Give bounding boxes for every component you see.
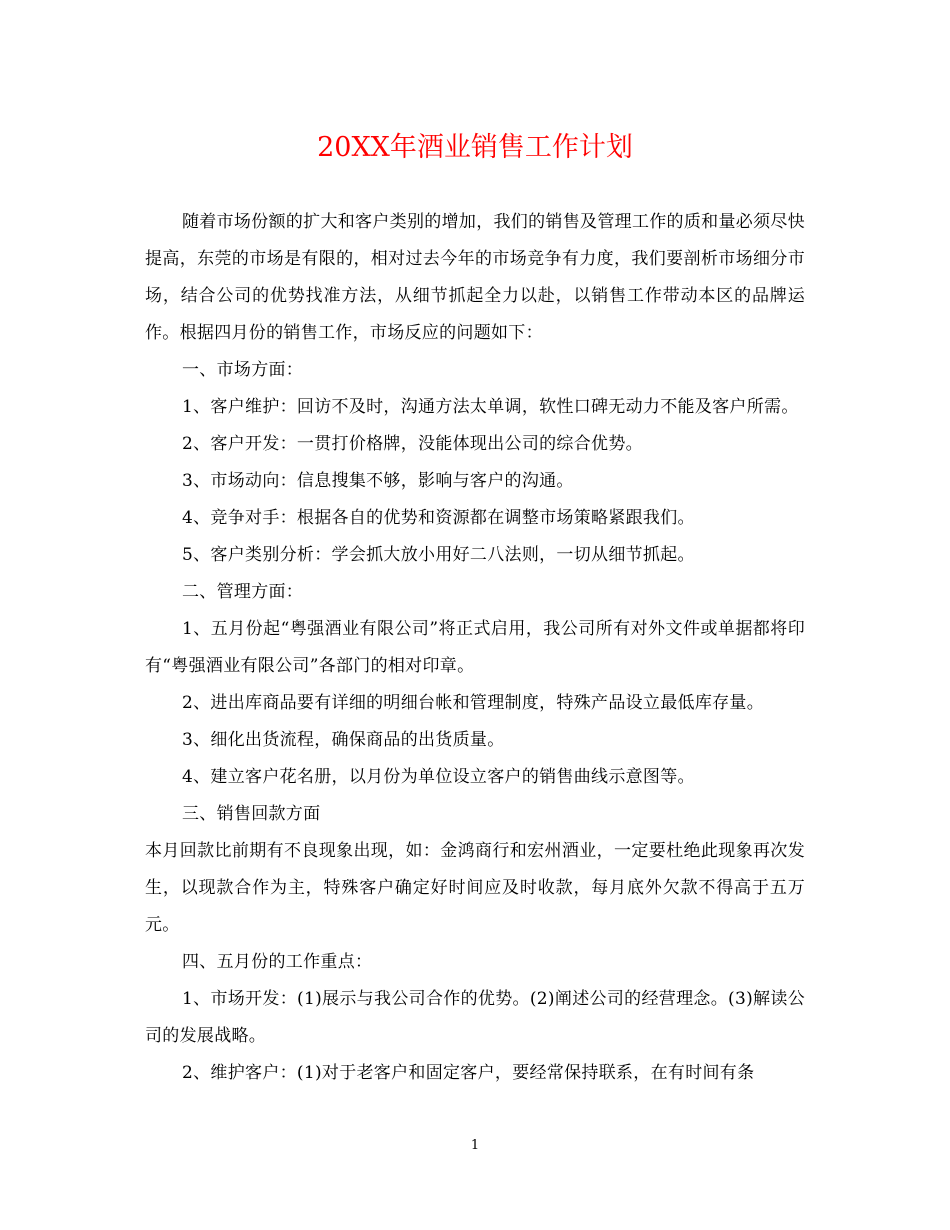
- section-heading-market: 一、市场方面：: [182, 360, 304, 380]
- market-item-1: 1、客户维护：回访不及时，沟通方法太单调，软性口碑无动力不能及客户所需。: [182, 397, 799, 417]
- document-body: [145, 204, 805, 1092]
- management-item-3: 3、细化出货流程，确保商品的出货质量。: [182, 730, 505, 750]
- market-item-3: 3、市场动向：信息搜集不够，影响与客户的沟通。: [182, 471, 574, 491]
- focus-item-1: 1、市场开发：(1)展示与我公司合作的优势。(2)阐述公司的经营理念。(3)解读公司的发展战略。: [145, 989, 805, 1046]
- market-item-2: 2、客户开发：一贯打价格牌，没能体现出公司的综合优势。: [182, 434, 643, 454]
- collection-paragraph: 本月回款比前期有不良现象出现，如：金鸿商行和宏州酒业，一定要杜绝此现象再次发生，以现款合作为主，特殊客户确定好时间应及时收款，每月底外欠款不得高于五万元。: [145, 841, 805, 935]
- document-title: 20XX年酒业销售工作计划: [317, 132, 633, 163]
- section-heading-management: 二、管理方面：: [182, 582, 304, 602]
- page-number: 1: [470, 1138, 480, 1153]
- section-heading-collection: 三、销售回款方面: [182, 804, 321, 824]
- management-item-2: 2、进出库商品要有详细的明细台帐和管理制度，特殊产品设立最低库存量。: [182, 693, 765, 713]
- management-item-4: 4、建立客户花名册，以月份为单位设立客户的销售曲线示意图等。: [182, 767, 695, 787]
- market-item-5: 5、客户类别分析：学会抓大放小用好二八法则，一切从细节抓起。: [182, 545, 695, 565]
- intro-paragraph: 随着市场份额的扩大和客户类别的增加，我们的销售及管理工作的质和量必须尽快提高，东莞的市场是有限的，相对过去今年的市场竞争有力度，我们要剖析市场细分市场，结合公司的优势找准方法，从细节抓起全力以赴，以销售工作带动本区的品牌运作。根据四月份的销售工作，市场反应的问题如下：: [145, 212, 805, 343]
- market-item-4: 4、竞争对手：根据各自的优势和资源都在调整市场策略紧跟我们。: [182, 508, 695, 528]
- section-heading-focus: 四、五月份的工作重点：: [182, 952, 373, 972]
- focus-item-2: 2、维护客户：(1)对于老客户和固定客户，要经常保持联系，在有时间有条: [182, 1063, 755, 1083]
- management-item-1: 1、五月份起“粤强酒业有限公司”将正式启用，我公司所有对外文件或单据都将印有“粤强酒业有限公司”各部门的相对印章。: [145, 619, 805, 676]
